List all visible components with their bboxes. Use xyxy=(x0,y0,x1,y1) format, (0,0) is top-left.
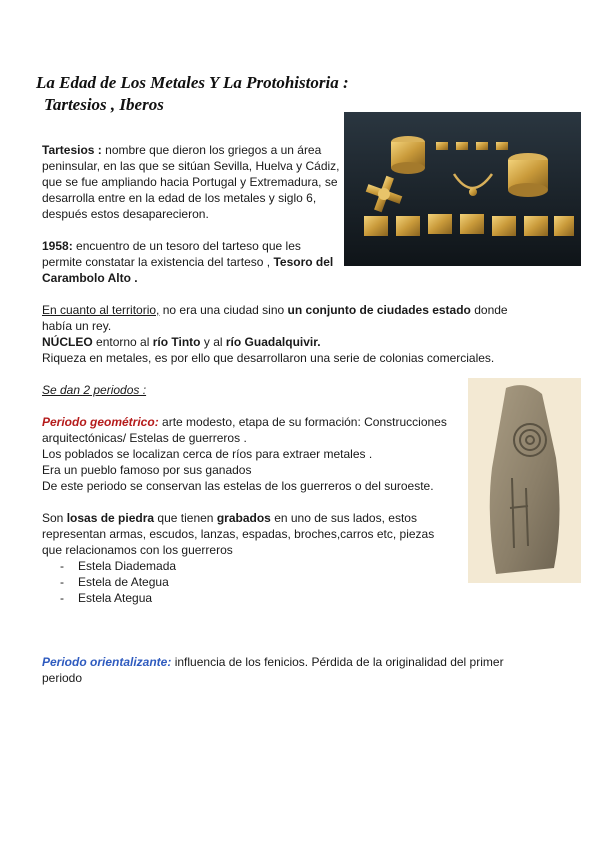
periods-heading xyxy=(42,382,146,398)
slabs-text-1: Son xyxy=(42,511,64,525)
periods-heading-text: Se dan 2 periodos : xyxy=(42,383,147,397)
slabs-text-3: en uno de sus lados, estos representan armas, escudos, lanzas, espadas, broches,carros etc, piezas que relacionamos con los guerreros xyxy=(42,511,435,557)
territory-text-3: entorno al xyxy=(96,335,150,349)
geometric-period-section xyxy=(42,414,458,494)
geometric-line-3: Era un pueblo famoso por sus ganados xyxy=(42,463,252,477)
stelae-list xyxy=(42,558,342,606)
orientalizing-period-label: Periodo orientalizante: xyxy=(42,655,172,669)
list-item: - Estela Ategua xyxy=(42,590,342,606)
wealth-text: Riqueza en metales, es por ello que desarrollaron una serie de colonias comerciales. xyxy=(42,351,495,365)
territory-paragraph xyxy=(42,302,532,366)
year-1958-label: 1958: xyxy=(42,239,73,253)
carambolo-treasure-name: Tesoro del Carambolo Alto . xyxy=(42,255,334,285)
tartesios-paragraph xyxy=(42,142,342,222)
carambolo-treasure-photo xyxy=(344,112,581,266)
territory-lead: En cuanto al territorio, xyxy=(42,303,160,317)
territory-bold-1: un conjunto de ciudades estado xyxy=(287,303,471,317)
territory-text-1: no era una ciudad sino xyxy=(162,303,285,317)
list-item: - Estela de Ategua xyxy=(42,574,342,590)
territory-text-2: donde había un rey. xyxy=(42,303,508,333)
orientalizing-period-section xyxy=(42,654,522,686)
slabs-bold-2: grabados xyxy=(216,511,271,525)
warrior-stele-photo xyxy=(468,378,581,583)
year-1958-paragraph xyxy=(42,238,342,286)
page-title xyxy=(36,72,349,116)
river-tinto: río Tinto xyxy=(152,335,201,349)
slabs-paragraph xyxy=(42,510,452,558)
river-guadalquivir: río Guadalquivir. xyxy=(225,335,321,349)
list-item: - Estela Diademada xyxy=(42,558,342,574)
nucleo-label: NÚCLEO xyxy=(42,335,93,349)
year-1958-text: encuentro de un tesoro del tarteso que les permite constatar la existencia del tarteso , xyxy=(42,239,301,269)
territory-text-4: y al xyxy=(203,335,223,349)
geometric-line-1: arte modesto, etapa de su formación: Construcciones arquitectónicas/ Estelas de guerreros . xyxy=(42,415,447,445)
title-line-2: Tartesios , Iberos xyxy=(44,95,164,114)
geometric-line-2: Los poblados se localizan cerca de ríos para extraer metales . xyxy=(42,447,373,461)
slabs-bold-1: losas de piedra xyxy=(66,511,155,525)
geometric-line-4: De este periodo se conservan las estelas de los guerreros o del suroeste. xyxy=(42,479,434,493)
title-line-1: La Edad de Los Metales Y La Protohistoria : xyxy=(36,73,349,92)
orientalizing-text: influencia de los fenicios. Pérdida de la originalidad del primer periodo xyxy=(42,655,504,685)
geometric-period-label: Periodo geométrico: xyxy=(42,415,159,429)
tartesios-term: Tartesios : xyxy=(42,143,102,157)
slabs-text-2: que tienen xyxy=(157,511,214,525)
tartesios-text: nombre que dieron los griegos a un área peninsular, en las que se sitúan Sevilla, Huelva y Cádiz, que se fue ampliando hacia Portugal y Extremadura, se desarrolla entre en la edad de los metales y siglo 6, después estos desaparecieron. xyxy=(42,143,340,221)
